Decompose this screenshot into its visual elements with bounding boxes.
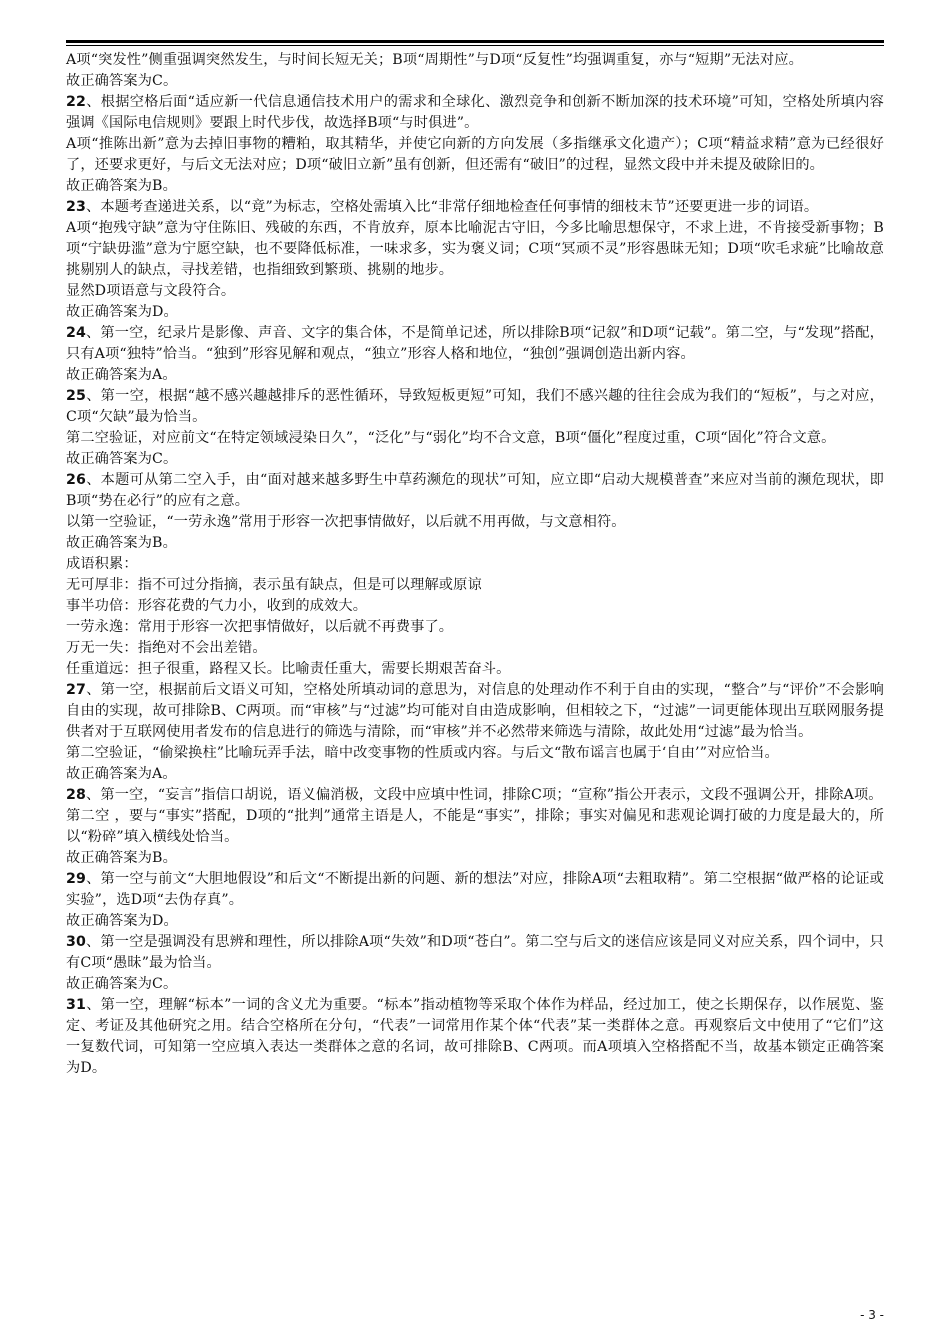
paragraph — [66, 869, 884, 911]
question-number: 27 — [66, 682, 87, 698]
paragraph — [66, 974, 884, 995]
paragraph-text: 故正确答案为B。 — [66, 850, 177, 866]
paragraph — [66, 764, 884, 785]
paragraph-text: 第二空验证，对应前文“在特定领域浸染日久”，“泛化”与“弱化”均不合文意，B项“僵化”程度过重，C项“固化”符合文意。 — [66, 430, 836, 446]
question-number: 26 — [66, 472, 87, 488]
paragraph — [66, 197, 884, 218]
paragraph — [66, 533, 884, 554]
paragraph-text: 第二空 ，要与“事实”搭配，D项的“批判”通常主语是人，不能是“事实”，排除；事实对偏见和悲观论调打破的力度是最大的，所以“粉碎”填入横线处恰当。 — [66, 808, 884, 845]
paragraph-text: 任重道远：担子很重，路程又长。比喻责任重大，需要长期艰苦奋斗。 — [66, 661, 511, 677]
paragraph — [66, 176, 884, 197]
question-number: 29 — [66, 871, 87, 887]
page-number: - 3 - — [860, 1308, 884, 1322]
paragraph-text: 故正确答案为C。 — [66, 451, 178, 467]
paragraph-text: 一劳永逸：常用于形容一次把事情做好，以后就不再费事了。 — [66, 619, 454, 635]
paragraph — [66, 428, 884, 449]
paragraph-text: 故正确答案为A。 — [66, 766, 177, 782]
paragraph-text: 故正确答案为B。 — [66, 535, 177, 551]
paragraph — [66, 659, 884, 680]
paragraph-text: 故正确答案为C。 — [66, 976, 178, 992]
paragraph — [66, 554, 884, 575]
paragraph-text: 故正确答案为B。 — [66, 178, 177, 194]
paragraph — [66, 995, 884, 1079]
header-rule-thin — [66, 45, 884, 46]
paragraph-text: A项“抱残守缺”意为守住陈旧、残破的东西，不肯放弃，原本比喻泥古守旧，今多比喻思想保守，不求上进，不肯接受新事物；B项“宁缺毋滥”意为宁愿空缺，也不要降低标准，一味求多，实为褒义词；C项“冥顽不灵”形容愚昧无知；D项“吹毛求疵”比喻故意挑剔别人的缺点，寻找差错，也指细致到繁琐、挑剔的地步。 — [66, 220, 884, 278]
paragraph-text: 万无一失：指绝对不会出差错。 — [66, 640, 267, 656]
paragraph — [66, 575, 884, 596]
paragraph-text: 、根据空格后面“适应新一代信息通信技术用户的需求和全球化、激烈竞争和创新不断加深的技术环境”可知，空格处所填内容强调《国际电信规则》要跟上时代步伐，故选择B项“与时俱进”。 — [66, 94, 884, 131]
paragraph-text: 、第一空，根据“越不感兴趣越排斥的恶性循环，导致短板更短”可知，我们不感兴趣的往往会成为我们的“短板”，与之对应，C项“欠缺”最为恰当。 — [66, 388, 884, 425]
paragraph-text: 、第一空，根据前后文语义可知，空格处所填动词的意思为，对信息的处理动作不利于自由的实现，“整合”与“评价”不会影响自由的实现，故可排除B、C两项。而“审核”与“过滤”均可能对自由造成影响，但相较之下，“过滤”一词更能体现出互联网服务提供者对于互联网使用者发布的信息进行的筛选与清除，而“审核”并不必然带来筛选与清除，故此处用“过滤”最为恰当。 — [66, 682, 884, 740]
paragraph — [66, 617, 884, 638]
paragraph-text: 故正确答案为D。 — [66, 304, 178, 320]
paragraph — [66, 848, 884, 869]
paragraph-text: 事半功倍：形容花费的气力小，收到的成效大。 — [66, 598, 368, 614]
paragraph — [66, 806, 884, 848]
paragraph — [66, 134, 884, 176]
paragraph-text: 、第一空是强调没有思辨和理性，所以排除A项“失效”和D项“苍白”。第二空与后文的迷信应该是同义对应关系，四个词中，只有C项“愚昧”最为恰当。 — [66, 934, 884, 971]
question-number: 28 — [66, 787, 87, 803]
paragraph — [66, 365, 884, 386]
paragraph — [66, 785, 884, 806]
question-number: 22 — [66, 94, 87, 110]
paragraph-text: 无可厚非：指不可过分指摘，表示虽有缺点，但是可以理解或原谅 — [66, 577, 482, 593]
paragraph — [66, 911, 884, 932]
paragraph — [66, 302, 884, 323]
answer-explanations — [66, 50, 884, 1079]
question-number: 23 — [66, 199, 87, 215]
paragraph-text: 故正确答案为D。 — [66, 913, 178, 929]
paragraph — [66, 218, 884, 281]
paragraph — [66, 449, 884, 470]
paragraph — [66, 71, 884, 92]
paragraph — [66, 92, 884, 134]
paragraph — [66, 638, 884, 659]
paragraph-text: 第二空验证，“偷梁换柱”比喻玩弄手法，暗中改变事物的性质或内容。与后文“散布谣言也属于‘自由’”对应恰当。 — [66, 745, 779, 761]
paragraph — [66, 50, 884, 71]
paragraph-text: 、第一空，“妄言”指信口胡说，语义偏消极，文段中应填中性词，排除C项；“宣称”指公开表示，文段不强调公开，排除A项。 — [86, 787, 883, 803]
paragraph-text: A项“突发性”侧重强调突然发生，与时间长短无关；B项“周期性”与D项“反复性”均强调重复，亦与“短期”无法对应。 — [66, 52, 803, 68]
paragraph-text: 、本题可从第二空入手，由“面对越来越多野生中草药濒危的现状”可知，应立即“启动大规模普查”来应对当前的濒危现状，即B项“势在必行”的应有之意。 — [66, 472, 884, 509]
paragraph — [66, 743, 884, 764]
paragraph — [66, 512, 884, 533]
paragraph — [66, 281, 884, 302]
paragraph-text: 故正确答案为A。 — [66, 367, 177, 383]
header-rule-thick — [66, 40, 884, 43]
question-number: 30 — [66, 934, 87, 950]
paragraph-text: 成语积累： — [66, 556, 138, 572]
question-number: 25 — [66, 388, 87, 404]
paragraph — [66, 680, 884, 743]
paragraph-text: 以第一空验证，“一劳永逸”常用于形容一次把事情做好，以后就不用再做，与文意相符。 — [66, 514, 626, 530]
question-number: 31 — [66, 997, 87, 1013]
paragraph — [66, 386, 884, 428]
paragraph — [66, 932, 884, 974]
paragraph-text: 、第一空，纪录片是影像、声音、文字的集合体，不是简单记述，所以排除B项“记叙”和D项“记载”。第二空，与“发现”搭配，只有A项“独特”恰当。“独到”形容见解和观点，“独立”形容人格和地位，“独创”强调创造出新内容。 — [66, 325, 884, 362]
paragraph-text: 、第一空与前文“大胆地假设”和后文“不断提出新的问题、新的想法”对应，排除A项“去粗取精”。第二空根据“做严格的论证或实验”，选D项“去伪存真”。 — [66, 871, 884, 908]
paragraph — [66, 470, 884, 512]
paragraph-text: 故正确答案为C。 — [66, 73, 178, 89]
paragraph-text: 、本题考查递进关系，以“竟”为标志，空格处需填入比“非常仔细地检查任何事情的细枝末节”还要更进一步的词语。 — [86, 199, 819, 215]
paragraph-text: 显然D项语意与文段符合。 — [66, 283, 236, 299]
paragraph — [66, 596, 884, 617]
question-number: 24 — [66, 325, 87, 341]
paragraph-text: A项“推陈出新”意为去掉旧事物的糟粕，取其精华，并使它向新的方向发展（多指继承文化遗产）；C项“精益求精”意为已经很好了，还要求更好，与后文无法对应；D项“破旧立新”虽有创新，但还需有“破旧”的过程，显然文段中并未提及破除旧的。 — [66, 136, 884, 173]
paragraph — [66, 323, 884, 365]
paragraph-text: 、第一空，理解“标本”一词的含义尤为重要。“标本”指动植物等采取个体作为样品，经过加工，使之长期保存，以作展览、鉴定、考证及其他研究之用。结合空格所在分句，“代表”一词常用作某个体“代表”某一类群体之意。再观察后文中使用了“它们”这一复数代词，可知第一空应填入表达一类群体之意的名词，故可排除B、C两项。而A项填入空格搭配不当，故基本锁定正确答案为D。 — [66, 997, 884, 1076]
